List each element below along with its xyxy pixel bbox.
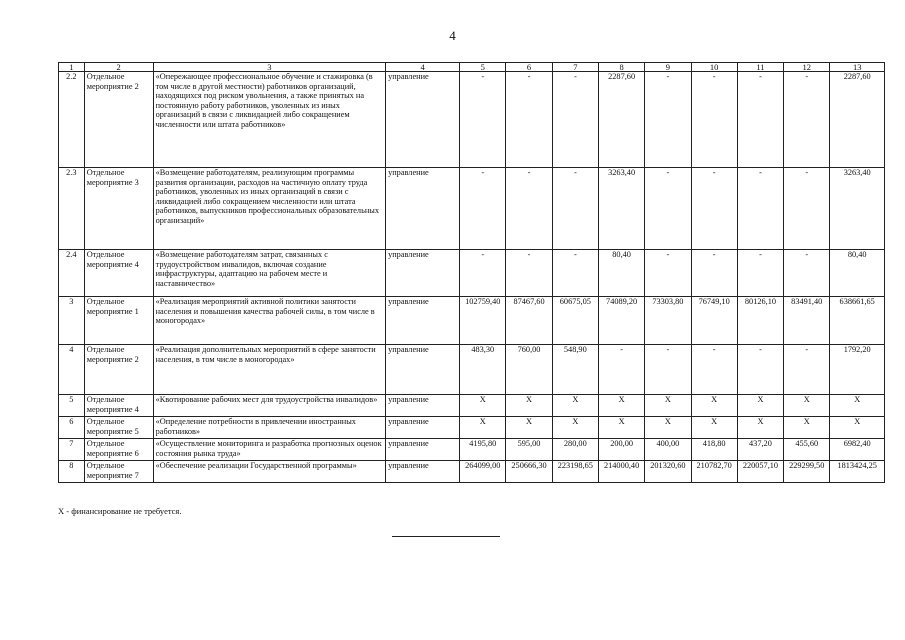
activity-type: Отдельное мероприятие 5 bbox=[84, 417, 153, 439]
value-cell: X bbox=[645, 395, 691, 417]
activity-type: Отдельное мероприятие 2 bbox=[84, 72, 153, 168]
value-cell: X bbox=[506, 417, 552, 439]
value-cell: - bbox=[737, 250, 783, 297]
divider-line bbox=[392, 536, 500, 537]
value-cell: 4195,80 bbox=[460, 439, 506, 461]
table-row bbox=[59, 72, 885, 168]
value-cell: 2287,60 bbox=[598, 72, 644, 168]
value-cell: 264099,00 bbox=[460, 461, 506, 483]
activity-description: «Возмещение работодателям, реализующим программы развития организации, расходов на частичную оплату труда работников, уволенных из иных организаций в связи с ликвидацией либо сокращением численности или штата работников, выпускников профессиональных образовательных организаций» bbox=[153, 168, 385, 250]
value-cell: 201320,60 bbox=[645, 461, 691, 483]
executor: управление bbox=[386, 461, 460, 483]
value-cell: 60675,05 bbox=[552, 297, 598, 345]
row-number: 8 bbox=[59, 461, 85, 483]
executor: управление bbox=[386, 345, 460, 395]
value-cell: - bbox=[784, 345, 830, 395]
value-cell: - bbox=[784, 250, 830, 297]
table-row bbox=[59, 439, 885, 461]
value-cell: 73303,80 bbox=[645, 297, 691, 345]
value-cell: - bbox=[506, 168, 552, 250]
value-cell: 400,00 bbox=[645, 439, 691, 461]
value-cell: - bbox=[645, 345, 691, 395]
value-cell: - bbox=[552, 250, 598, 297]
value-cell: 83491,40 bbox=[784, 297, 830, 345]
activity-type: Отдельное мероприятие 3 bbox=[84, 168, 153, 250]
column-header: 5 bbox=[460, 63, 506, 72]
value-cell: X bbox=[598, 417, 644, 439]
value-cell: - bbox=[645, 168, 691, 250]
value-cell: 455,60 bbox=[784, 439, 830, 461]
value-cell: X bbox=[552, 417, 598, 439]
value-cell: X bbox=[552, 395, 598, 417]
activity-type: Отдельное мероприятие 2 bbox=[84, 345, 153, 395]
value-cell: 102759,40 bbox=[460, 297, 506, 345]
value-cell: 76749,10 bbox=[691, 297, 737, 345]
column-header: 3 bbox=[153, 63, 385, 72]
total-cell: X bbox=[830, 395, 885, 417]
value-cell: X bbox=[691, 395, 737, 417]
activity-description: «Квотирование рабочих мест для трудоустройства инвалидов» bbox=[153, 395, 385, 417]
column-header: 2 bbox=[84, 63, 153, 72]
value-cell: - bbox=[460, 250, 506, 297]
value-cell: - bbox=[691, 72, 737, 168]
column-header: 13 bbox=[830, 63, 885, 72]
footnote: X - финансирование не требуется. bbox=[58, 506, 182, 516]
value-cell: - bbox=[506, 72, 552, 168]
value-cell: - bbox=[691, 168, 737, 250]
total-cell: 80,40 bbox=[830, 250, 885, 297]
row-number: 2.3 bbox=[59, 168, 85, 250]
table-row bbox=[59, 345, 885, 395]
activity-description: «Осуществление мониторинга и разработка прогнозных оценок состояния рынка труда» bbox=[153, 439, 385, 461]
executor: управление bbox=[386, 168, 460, 250]
value-cell: - bbox=[552, 72, 598, 168]
value-cell: 74089,20 bbox=[598, 297, 644, 345]
value-cell: 250666,30 bbox=[506, 461, 552, 483]
value-cell: X bbox=[784, 417, 830, 439]
value-cell: - bbox=[645, 72, 691, 168]
table-row bbox=[59, 461, 885, 483]
row-number: 6 bbox=[59, 417, 85, 439]
column-header: 7 bbox=[552, 63, 598, 72]
column-header: 9 bbox=[645, 63, 691, 72]
table-row bbox=[59, 168, 885, 250]
value-cell: - bbox=[552, 168, 598, 250]
value-cell: X bbox=[598, 395, 644, 417]
value-cell: X bbox=[737, 395, 783, 417]
total-cell: 6982,40 bbox=[830, 439, 885, 461]
value-cell: 3263,40 bbox=[598, 168, 644, 250]
value-cell: 214000,40 bbox=[598, 461, 644, 483]
value-cell: - bbox=[460, 72, 506, 168]
value-cell: 437,20 bbox=[737, 439, 783, 461]
header-row bbox=[59, 63, 885, 72]
executor: управление bbox=[386, 250, 460, 297]
value-cell: 210782,70 bbox=[691, 461, 737, 483]
value-cell: 80,40 bbox=[598, 250, 644, 297]
value-cell: - bbox=[737, 168, 783, 250]
total-cell: 1813424,25 bbox=[830, 461, 885, 483]
value-cell: X bbox=[460, 395, 506, 417]
row-number: 2.2 bbox=[59, 72, 85, 168]
total-cell: X bbox=[830, 417, 885, 439]
column-header: 6 bbox=[506, 63, 552, 72]
value-cell: X bbox=[784, 395, 830, 417]
value-cell: 280,00 bbox=[552, 439, 598, 461]
row-number: 7 bbox=[59, 439, 85, 461]
column-header: 10 bbox=[691, 63, 737, 72]
total-cell: 3263,40 bbox=[830, 168, 885, 250]
page-number: 4 bbox=[449, 28, 456, 43]
activity-type: Отдельное мероприятие 6 bbox=[84, 439, 153, 461]
value-cell: - bbox=[737, 345, 783, 395]
value-cell: - bbox=[598, 345, 644, 395]
column-header: 8 bbox=[598, 63, 644, 72]
value-cell: 200,00 bbox=[598, 439, 644, 461]
value-cell: X bbox=[691, 417, 737, 439]
value-cell: - bbox=[460, 168, 506, 250]
value-cell: X bbox=[460, 417, 506, 439]
value-cell: 229299,50 bbox=[784, 461, 830, 483]
column-header: 12 bbox=[784, 63, 830, 72]
value-cell: 418,80 bbox=[691, 439, 737, 461]
program-table bbox=[58, 62, 885, 483]
total-cell: 1792,20 bbox=[830, 345, 885, 395]
activity-type: Отдельное мероприятие 4 bbox=[84, 250, 153, 297]
row-number: 5 bbox=[59, 395, 85, 417]
activity-description: «Опережающее профессиональное обучение и стажировка (в том числе в другой местности) работников организаций, находящихся под риском увольнения, а также принятых на постоянную работу работников, уволенных из иных организаций в связи с ликвидацией либо сокращением численности или штата работников» bbox=[153, 72, 385, 168]
executor: управление bbox=[386, 395, 460, 417]
row-number: 2.4 bbox=[59, 250, 85, 297]
row-number: 3 bbox=[59, 297, 85, 345]
value-cell: - bbox=[784, 168, 830, 250]
table-row bbox=[59, 250, 885, 297]
activity-description: «Определение потребности в привлечении иностранных работников» bbox=[153, 417, 385, 439]
value-cell: 760,00 bbox=[506, 345, 552, 395]
activity-description: «Возмещение работодателям затрат, связанных с трудоустройством инвалидов, включая создание инфраструктуры, адаптацию на рабочем месте и наставничество» bbox=[153, 250, 385, 297]
value-cell: X bbox=[645, 417, 691, 439]
value-cell: X bbox=[506, 395, 552, 417]
executor: управление bbox=[386, 72, 460, 168]
row-number: 4 bbox=[59, 345, 85, 395]
activity-description: «Обеспечение реализации Государственной программы» bbox=[153, 461, 385, 483]
executor: управление bbox=[386, 297, 460, 345]
table-row bbox=[59, 417, 885, 439]
value-cell: - bbox=[691, 250, 737, 297]
value-cell: 595,00 bbox=[506, 439, 552, 461]
total-cell: 638661,65 bbox=[830, 297, 885, 345]
executor: управление bbox=[386, 417, 460, 439]
value-cell: 483,30 bbox=[460, 345, 506, 395]
value-cell: - bbox=[784, 72, 830, 168]
value-cell: - bbox=[691, 345, 737, 395]
value-cell: - bbox=[737, 72, 783, 168]
value-cell: X bbox=[737, 417, 783, 439]
value-cell: 220057,10 bbox=[737, 461, 783, 483]
activity-description: «Реализация мероприятий активной политики занятости населения и повышения качества рабочей силы, в том числе в моногородах» bbox=[153, 297, 385, 345]
value-cell: 87467,60 bbox=[506, 297, 552, 345]
total-cell: 2287,60 bbox=[830, 72, 885, 168]
value-cell: 80126,10 bbox=[737, 297, 783, 345]
column-header: 1 bbox=[59, 63, 85, 72]
activity-type: Отдельное мероприятие 1 bbox=[84, 297, 153, 345]
executor: управление bbox=[386, 439, 460, 461]
value-cell: - bbox=[506, 250, 552, 297]
activity-description: «Реализация дополнительных мероприятий в сфере занятости населения, в том числе в моногородах» bbox=[153, 345, 385, 395]
activity-type: Отдельное мероприятие 7 bbox=[84, 461, 153, 483]
value-cell: 223198,65 bbox=[552, 461, 598, 483]
column-header: 4 bbox=[386, 63, 460, 72]
table-row bbox=[59, 395, 885, 417]
table-row bbox=[59, 297, 885, 345]
value-cell: 548,90 bbox=[552, 345, 598, 395]
column-header: 11 bbox=[737, 63, 783, 72]
value-cell: - bbox=[645, 250, 691, 297]
activity-type: Отдельное мероприятие 4 bbox=[84, 395, 153, 417]
